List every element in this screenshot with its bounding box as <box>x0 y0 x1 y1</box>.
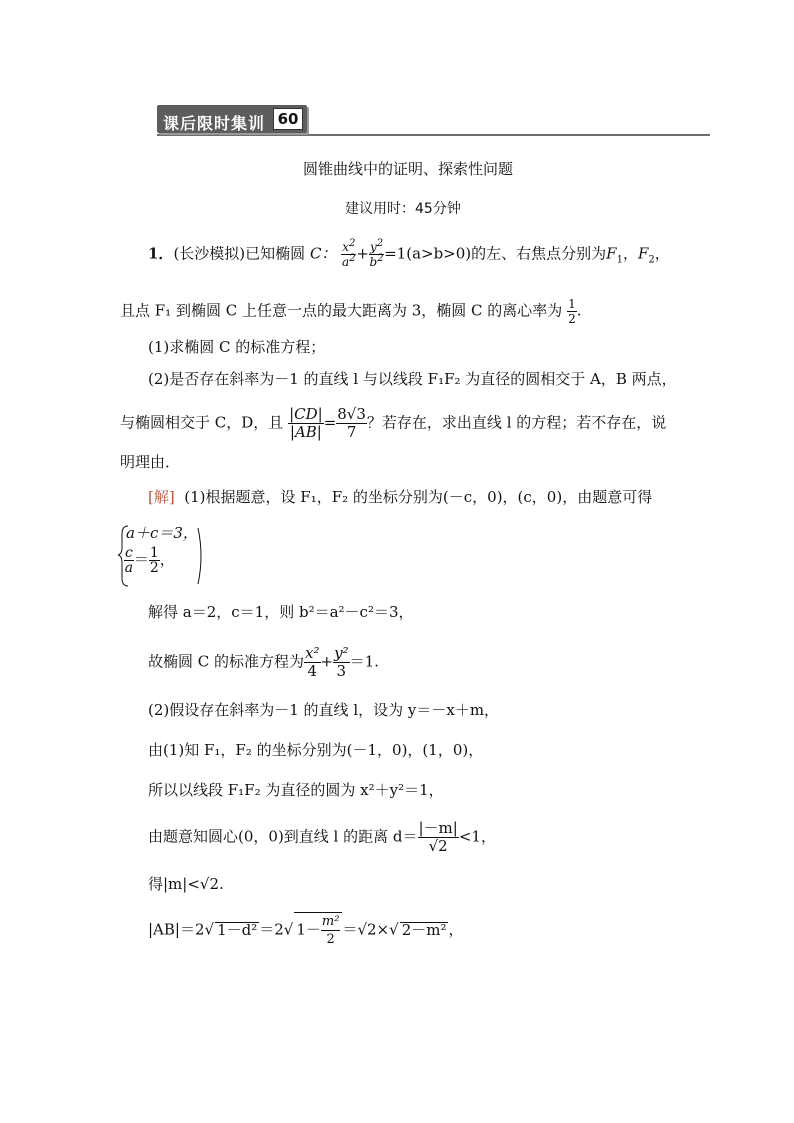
problem-line-1: 1．(长沙模拟)已知椭圆 C： $\frac{x^2}{a^2}$ + $\frac{y^2}{b^2}$ =1(a>b>0)的左、右焦点分别为$F_1$，$F_2$， <box>148 238 670 269</box>
question-2-b: 与椭圆相交于 C，D，且 $\frac{|CD|}{|AB|}$ = $\frac{8√3}{7}$ ？若存在，求出直线 l 的方程；若不存在，说 <box>120 405 667 441</box>
ratio-fraction: $\frac{|CD|}{|AB|}$ <box>289 405 323 441</box>
problem-number: 1． <box>148 244 174 263</box>
ellipse-label: C： <box>309 244 337 263</box>
section-badge <box>157 105 307 133</box>
ellipse-x-fraction: $\frac{x^2}{a^2}$ <box>342 238 356 269</box>
system-eq-2: $\frac{c}{a}$ ＝ $\frac{1}{2}$ ， <box>124 545 175 576</box>
solution-line-7: 由题意知圆心(0，0)到直线 l 的距离 d＝ $\frac{|-m|}{√2}$ <1， <box>148 819 496 855</box>
problem-stem-b: 且点 F₁ 到椭圆 C 上任意一点的最大距离为 3，椭圆 C 的离心率为 <box>120 301 563 320</box>
eccentricity-fraction: $\frac{1}{2}$ <box>568 297 576 326</box>
solution-line-6: 所以以线段 F₁F₂ 为直径的圆为 x²＋y²＝1， <box>148 781 444 799</box>
badge-number: 60 <box>273 108 303 130</box>
ratio-value-fraction: $\frac{8√3}{7}$ <box>337 405 366 441</box>
question-2-d: 明理由． <box>120 453 181 471</box>
time-note: 建议用时：45分钟 <box>345 201 461 217</box>
header-rule <box>157 134 710 136</box>
problem-line-2: 且点 F₁ 到椭圆 C 上任意一点的最大距离为 3，椭圆 C 的离心率为 $\frac{1}{2}$ . <box>120 297 582 326</box>
question-1: (1)求椭圆 C 的标准方程； <box>148 338 326 356</box>
solution-line-5: 由(1)知 F₁，F₂ 的坐标分别为(－1，0)，(1，0)， <box>148 741 484 759</box>
nested-radical: 1－ $\frac{\text{m²}}{2}$ <box>294 912 342 948</box>
ellipse-y-fraction: $\frac{y^2}{b^2}$ <box>369 238 384 269</box>
solution-line-8: 得|m|<√2. <box>148 875 224 893</box>
ellipse-condition: =1(a>b>0)的左、右焦点分别为 <box>384 244 607 263</box>
solution-tag: [解] <box>148 488 175 506</box>
solution-line-9: |AB|＝2√ 1－d² ＝2√ 1－ $\frac{\text{m²}}{2}$ ＝√2×√ 2－m² ， <box>148 914 464 947</box>
solution-line-3: 故椭圆 C 的标准方程为 $\frac{\text{x²}}{4}$ + $\frac{\text{y²}}{3}$ ＝1. <box>148 644 379 680</box>
question-2-a: (2)是否存在斜率为－1 的直线 l 与以线段 F₁F₂ 为直径的圆相交于 A，B 两点， <box>148 370 677 388</box>
badge-label: 课后限时集训 <box>163 114 266 133</box>
solution-line-1: [解] (1)根据题意，设 F₁，F₂ 的坐标分别为(－c，0)，(c，0)，由题意可得 <box>148 488 653 506</box>
problem-stem-a: 已知椭圆 <box>245 244 306 263</box>
page-title: 圆锥曲线中的证明、探索性问题 <box>303 160 514 178</box>
solution-line-4: (2)假设存在斜率为－1 的直线 l，设为 y＝－x＋m， <box>148 701 500 719</box>
problem-source: (长沙模拟) <box>173 244 246 263</box>
system-eq-1: a＋c＝3， <box>126 524 198 542</box>
solution-line-2: 解得 a＝2，c＝1，则 b²＝a²－c²＝3， <box>148 603 414 621</box>
